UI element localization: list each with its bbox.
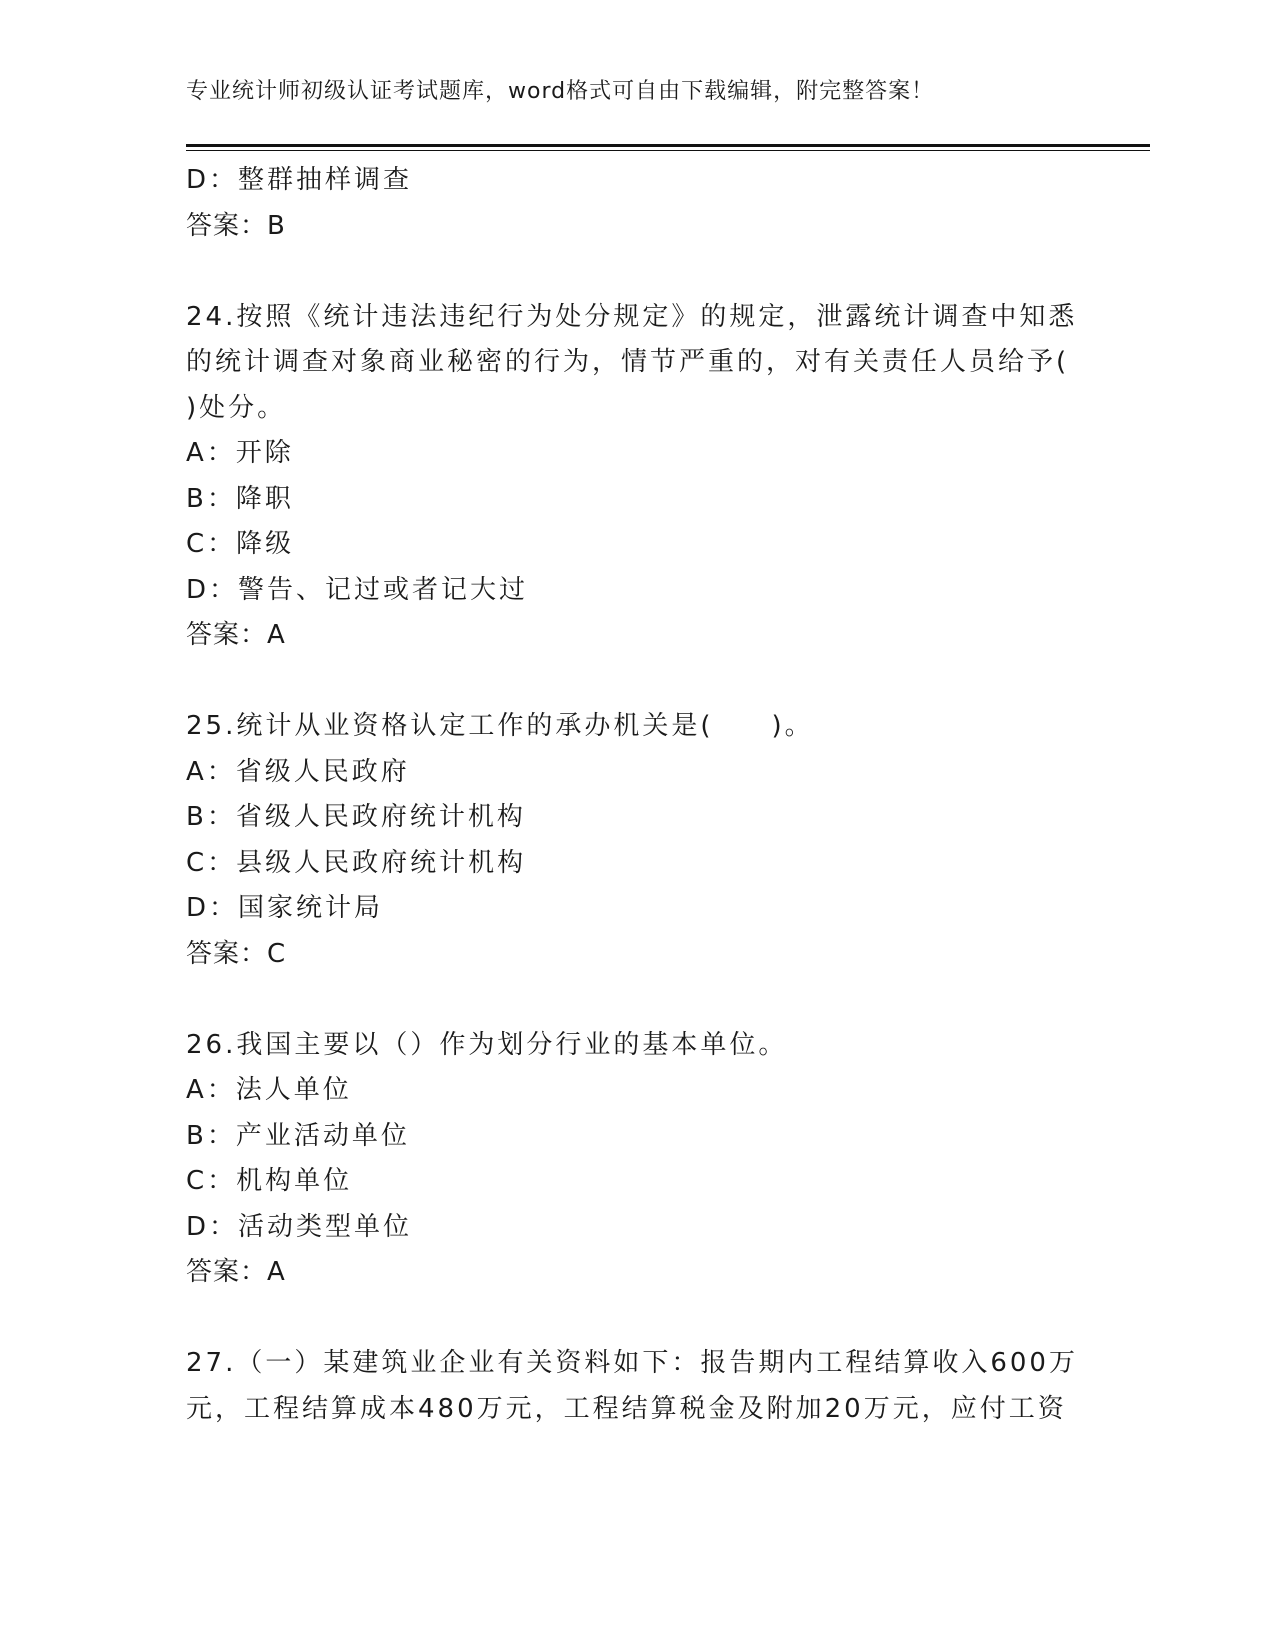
spacer	[186, 249, 1086, 295]
option-a: A：法人单位	[186, 1075, 352, 1105]
question-list	[186, 158, 1086, 1432]
header-rule-thin	[186, 150, 1150, 151]
question-stem-line: 元，工程结算成本480万元，工程结算税金及附加20万元，应付工资	[186, 1393, 1067, 1424]
page-header: 专业统计师初级认证考试题库，word格式可自由下载编辑，附完整答案！	[186, 79, 935, 104]
option-d: D：整群抽样调查	[186, 165, 413, 195]
option-a: A：省级人民政府	[186, 756, 410, 787]
option-c: C：县级人民政府统计机构	[186, 847, 527, 878]
spacer	[186, 1296, 1086, 1342]
option-a: A：开除	[186, 438, 294, 468]
question-stem-line: 26.我国主要以（）作为划分行业的基本单位。	[186, 1029, 788, 1060]
option-b: B：省级人民政府统计机构	[186, 802, 526, 832]
option-d: D：活动类型单位	[186, 1211, 413, 1242]
spacer	[186, 977, 1086, 1023]
spacer	[186, 659, 1086, 705]
question-stem-line: 27.（一）某建筑业企业有关资料如下：报告期内工程结算收入600万	[186, 1348, 1078, 1378]
option-b: B：降职	[186, 483, 294, 514]
question-stem-line: 的统计调查对象商业秘密的行为，情节严重的，对有关责任人员给予(	[186, 347, 1070, 377]
option-d: D：国家统计局	[186, 893, 384, 923]
answer: 答案：A	[186, 1257, 286, 1287]
option-d: D：警告、记过或者记大过	[186, 574, 529, 605]
option-b: B：产业活动单位	[186, 1120, 410, 1151]
question-stem-line: )处分。	[186, 392, 287, 423]
option-c: C：机构单位	[186, 1166, 353, 1196]
answer: 答案：A	[186, 620, 286, 650]
question-stem-line: 25.统计从业资格认定工作的承办机关是( )。	[186, 711, 814, 741]
header-rule-thick	[186, 144, 1150, 147]
answer: 答案：B	[186, 210, 286, 241]
answer: 答案：C	[186, 938, 287, 969]
option-c: C：降级	[186, 529, 295, 559]
question-stem-line: 24.按照《统计违法违纪行为处分规定》的规定，泄露统计调查中知悉	[186, 301, 1078, 332]
